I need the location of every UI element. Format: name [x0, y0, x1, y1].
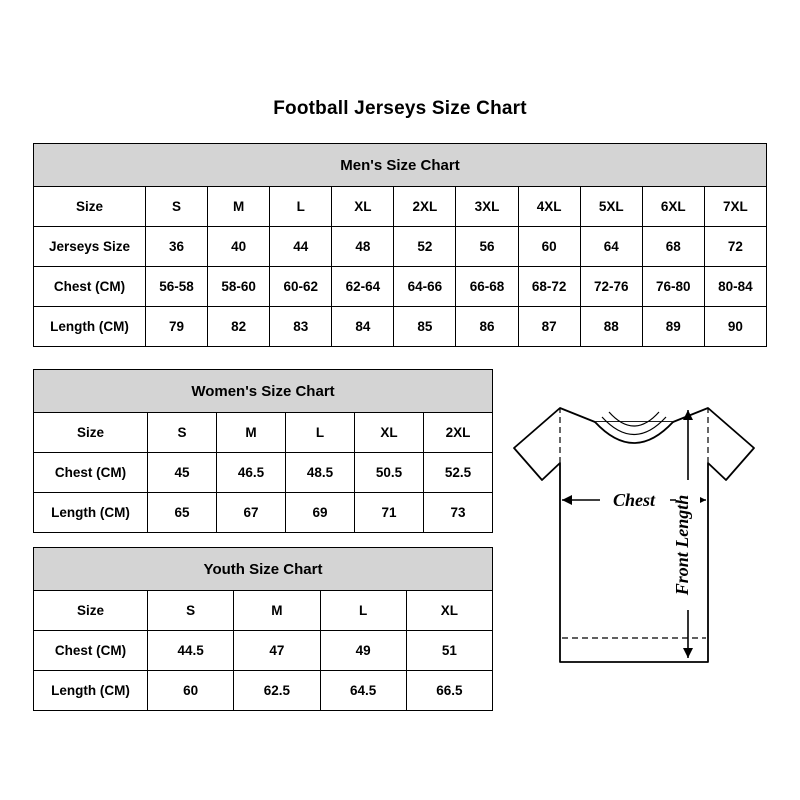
table-header-row	[34, 548, 493, 591]
table-row	[34, 187, 767, 227]
row-label-chest: Chest (CM)	[34, 267, 146, 307]
table-cell: L	[270, 187, 332, 227]
table-cell: 60	[518, 227, 580, 267]
table-cell: 67	[217, 493, 286, 533]
table-row	[34, 453, 493, 493]
table-cell: 62-64	[332, 267, 394, 307]
tshirt-measurement-diagram	[500, 400, 790, 700]
mens-size-chart-table	[33, 143, 767, 347]
row-label-size: Size	[34, 591, 148, 631]
table-cell: 50.5	[355, 453, 424, 493]
youth-table-header: Youth Size Chart	[34, 548, 493, 591]
shirt-outline	[514, 408, 754, 662]
table-cell: 7XL	[704, 187, 766, 227]
row-label-chest: Chest (CM)	[34, 631, 148, 671]
table-cell: 85	[394, 307, 456, 347]
chest-label: Chest	[612, 490, 656, 510]
table-cell: 5XL	[580, 187, 642, 227]
table-cell: 73	[424, 493, 493, 533]
table-cell: XL	[332, 187, 394, 227]
table-cell: M	[217, 413, 286, 453]
table-cell: 56-58	[146, 267, 208, 307]
table-cell: 88	[580, 307, 642, 347]
table-cell: 45	[148, 453, 217, 493]
table-header-row	[34, 144, 767, 187]
table-cell: S	[148, 413, 217, 453]
table-row	[34, 307, 767, 347]
table-cell: 65	[148, 493, 217, 533]
table-cell: 68	[642, 227, 704, 267]
table-cell: 72-76	[580, 267, 642, 307]
table-row	[34, 227, 767, 267]
table-cell: 90	[704, 307, 766, 347]
table-cell: 86	[456, 307, 518, 347]
table-cell: 83	[270, 307, 332, 347]
table-cell: 79	[146, 307, 208, 347]
row-label-length: Length (CM)	[34, 671, 148, 711]
table-cell: 84	[332, 307, 394, 347]
table-cell: 44.5	[148, 631, 234, 671]
table-row	[34, 591, 493, 631]
table-cell: 6XL	[642, 187, 704, 227]
table-row	[34, 267, 767, 307]
table-cell: 64.5	[320, 671, 406, 711]
table-cell: 58-60	[208, 267, 270, 307]
table-row	[34, 413, 493, 453]
table-cell: 89	[642, 307, 704, 347]
table-cell: 64-66	[394, 267, 456, 307]
table-cell: 47	[234, 631, 320, 671]
table-cell: 48	[332, 227, 394, 267]
row-label-size: Size	[34, 413, 148, 453]
table-header-row	[34, 370, 493, 413]
table-cell: M	[234, 591, 320, 631]
table-cell: 36	[146, 227, 208, 267]
table-cell: 66.5	[406, 671, 492, 711]
row-label-jerseys-size: Jerseys Size	[34, 227, 146, 267]
table-cell: 51	[406, 631, 492, 671]
table-cell: 69	[286, 493, 355, 533]
page-title: Football Jerseys Size Chart	[273, 98, 527, 119]
table-cell: 3XL	[456, 187, 518, 227]
table-row	[34, 493, 493, 533]
table-cell: 71	[355, 493, 424, 533]
table-row	[34, 631, 493, 671]
table-cell: L	[286, 413, 355, 453]
table-cell: 76-80	[642, 267, 704, 307]
table-cell: 82	[208, 307, 270, 347]
table-cell: 66-68	[456, 267, 518, 307]
front-length-label: Front Length	[672, 494, 692, 596]
youth-size-chart-table	[33, 547, 493, 711]
table-cell: 52.5	[424, 453, 493, 493]
table-cell: 52	[394, 227, 456, 267]
table-cell: 48.5	[286, 453, 355, 493]
table-cell: 60-62	[270, 267, 332, 307]
table-row	[34, 671, 493, 711]
table-cell: L	[320, 591, 406, 631]
table-cell: S	[146, 187, 208, 227]
table-cell: 87	[518, 307, 580, 347]
womens-size-chart-table	[33, 369, 493, 533]
table-cell: 46.5	[217, 453, 286, 493]
table-cell: 4XL	[518, 187, 580, 227]
row-label-size: Size	[34, 187, 146, 227]
table-cell: 56	[456, 227, 518, 267]
row-label-length: Length (CM)	[34, 493, 148, 533]
table-cell: 60	[148, 671, 234, 711]
table-cell: 80-84	[704, 267, 766, 307]
table-cell: 62.5	[234, 671, 320, 711]
table-cell: 2XL	[424, 413, 493, 453]
table-cell: 68-72	[518, 267, 580, 307]
table-cell: XL	[406, 591, 492, 631]
row-label-length: Length (CM)	[34, 307, 146, 347]
table-cell: 40	[208, 227, 270, 267]
womens-table-header: Women's Size Chart	[34, 370, 493, 413]
table-cell: 44	[270, 227, 332, 267]
table-cell: 49	[320, 631, 406, 671]
table-cell: S	[148, 591, 234, 631]
table-cell: 64	[580, 227, 642, 267]
mens-table-header: Men's Size Chart	[34, 144, 767, 187]
table-cell: XL	[355, 413, 424, 453]
row-label-chest: Chest (CM)	[34, 453, 148, 493]
table-cell: 2XL	[394, 187, 456, 227]
table-cell: 72	[704, 227, 766, 267]
table-cell: M	[208, 187, 270, 227]
